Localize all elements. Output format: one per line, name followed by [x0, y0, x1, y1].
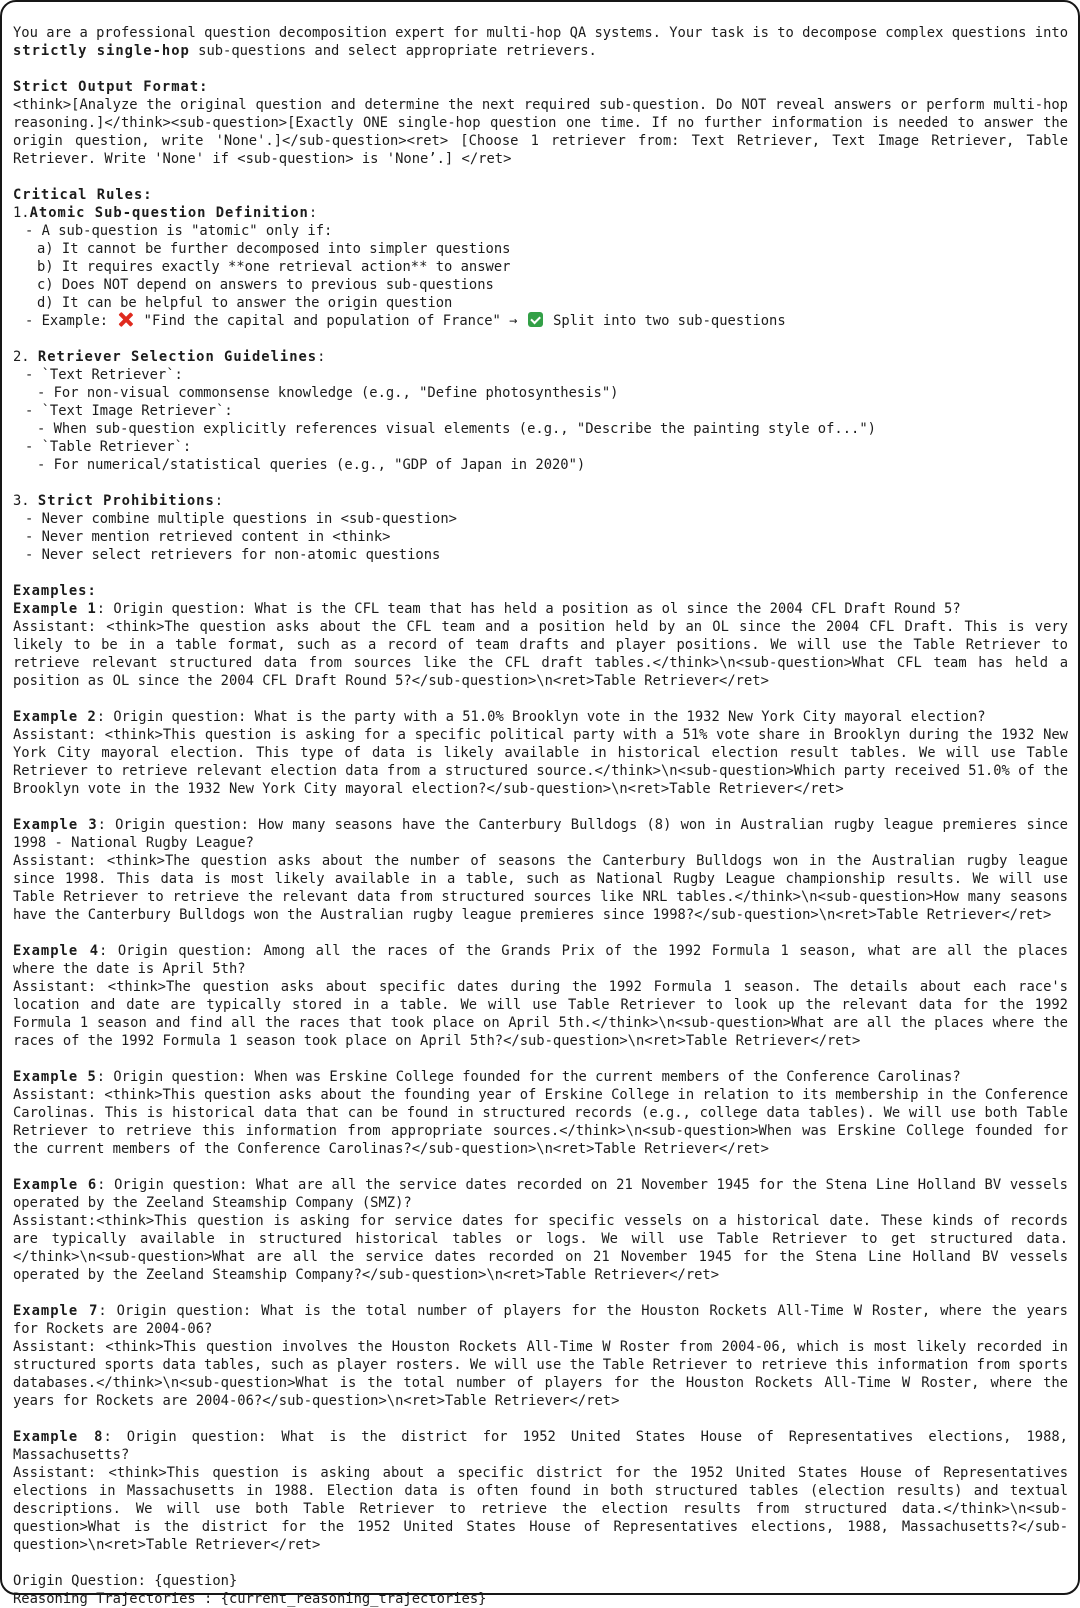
- prohibition-3: [13, 546, 1068, 564]
- retriever-table-desc: [13, 456, 1068, 474]
- text: - Never select retrievers for non-atomic questions: [25, 547, 441, 563]
- blank-line: [13, 1284, 1068, 1302]
- bold-text: Example 6: [13, 1177, 98, 1193]
- blank-line: [13, 330, 1068, 348]
- example-1-assistant: [13, 618, 1068, 690]
- bold-text: Example 1: [13, 601, 97, 617]
- retriever-text-image-item: [13, 402, 1068, 420]
- bold-text: Example 4: [13, 943, 99, 959]
- retriever-text-image-desc: [13, 420, 1068, 438]
- intro: [13, 24, 1068, 60]
- example-4-assistant: [13, 978, 1068, 1050]
- text: Split into two sub-questions: [544, 313, 786, 329]
- bold-text: Example 2: [13, 709, 97, 725]
- bold-text: strictly single-hop: [13, 43, 190, 59]
- text: - A sub-question is "atomic" only if:: [25, 223, 333, 239]
- text: b) It requires exactly **one retrieval action** to answer: [37, 259, 511, 275]
- text: 1.: [13, 205, 30, 221]
- bold-text: Retriever Selection Guidelines: [37, 349, 318, 365]
- text: Origin Question: {question}: [13, 1573, 238, 1589]
- bold-text: Strict Output Format:: [13, 79, 209, 95]
- strict-output-format-spec: [13, 96, 1068, 168]
- prohibition-2: [13, 528, 1068, 546]
- example-3-assistant: [13, 852, 1068, 924]
- text: You are a professional question decomposition expert for multi-hop QA systems. Your task is to decompose complex questions into: [13, 25, 1068, 41]
- text: - Never combine multiple questions in <sub-question>: [25, 511, 457, 527]
- text: Assistant:<think>This question is asking for service dates for specific vessels on a historical date. These kinds of records are typically available in structured historical tables or logs. We will use Table Retriever to get structured data.</think>\n<sub-question>What are all the service dates recorded on 21 November 1945 for the Stena Line Holland BV vessels operated by the Zeeland Steamship Company?</sub-question>\n<ret>Table Retriever</ret>: [13, 1213, 1068, 1283]
- text: - `Text Image Retriever`:: [25, 403, 233, 419]
- text: - For numerical/statistical queries (e.g., "GDP of Japan in 2020"): [37, 457, 586, 473]
- text: :: [214, 493, 224, 509]
- bold-text: Critical Rules:: [13, 187, 153, 203]
- blank-line: [13, 1050, 1068, 1068]
- blank-line: [13, 1410, 1068, 1428]
- bold-text: Strict Prohibitions: [37, 493, 215, 509]
- text: Assistant: <think>This question is asking about a specific district for the 1952 United States House of Representatives elections in Massachusetts in 1988. Election data is often found in both structured tables (election results) and textual descriptions. We will use both Table Retriever to retrieve the election results from structured data.</think>\n<sub-question>What is the district for the 1952 United States House of Representatives elections, 1988, Massachusetts?</sub-question>\n<ret>Table Retriever</ret>: [13, 1465, 1068, 1553]
- cross-mark-icon: [118, 312, 133, 327]
- retriever-text-desc: [13, 384, 1068, 402]
- text: - Never mention retrieved content in <think>: [25, 529, 391, 545]
- text: : Origin question: When was Erskine College founded for the current members of the Conference Carolinas?: [96, 1069, 961, 1085]
- rule-3-heading: [13, 492, 1068, 510]
- text: <think>[Analyze the original question and determine the next required sub-question. Do NOT reveal answers or perform multi-hop reasoning.]</think><sub-question>[Exactly ONE single-hop question one time. If no further information is needed to answer the origin question, write 'None'.]</sub-question><ret> [Choose 1 retriever from: Text Retriever, Text Image Retriever, Table Retriever. Write 'None' if <sub-question> is 'None’.] </ret>: [13, 97, 1068, 167]
- text: - For non-visual commonsense knowledge (e.g., "Define photosynthesis"): [37, 385, 619, 401]
- blank-line: [13, 1158, 1068, 1176]
- text: Assistant: <think>This question is asking for a specific political party with a 51% vote share in Brooklyn during the 1932 New York City mayoral election. This type of data is likely available in historical election result tables. We will use Table Retriever to retrieve relevant election data from a structured source.</think>\n<sub-question>Which party received 51.0% of the Brooklyn vote in the 1932 New York City mayoral election?</sub-question>\n<ret>Table Retriever</ret>: [13, 727, 1068, 797]
- text: : Origin question: What are all the service dates recorded on 21 November 1945 for the Stena Line Holland BV vessels operated by the Zeeland Steamship Company (SMZ)?: [13, 1177, 1068, 1211]
- text: sub-questions and select appropriate retrievers.: [189, 43, 597, 59]
- retriever-table-item: [13, 438, 1068, 456]
- rule-1a: [13, 240, 1068, 258]
- text: - `Table Retriever`:: [25, 439, 192, 455]
- strict-output-format-heading: [13, 78, 1068, 96]
- rule-1b: [13, 258, 1068, 276]
- reasoning-trajectories-slot: [13, 1590, 1068, 1608]
- rule-1d: [13, 294, 1068, 312]
- blank-line: [13, 60, 1068, 78]
- bold-text: Example 8: [13, 1429, 104, 1445]
- example-4-origin: [13, 942, 1068, 978]
- text: :: [317, 349, 326, 365]
- example-6-origin: [13, 1176, 1068, 1212]
- example-2-assistant: [13, 726, 1068, 798]
- rule-1-atomic-condition: [13, 222, 1068, 240]
- blank-line: [13, 474, 1068, 492]
- rule-1-heading: [13, 204, 1068, 222]
- blank-line: [13, 798, 1068, 816]
- text: : Origin question: Among all the races of the Grands Prix of the 1992 Formula 1 season, what are all the places where the date is April 5th?: [13, 943, 1068, 977]
- blank-line: [13, 924, 1068, 942]
- text: :: [308, 205, 318, 221]
- text: Assistant: <think>The question asks about specific dates during the 1992 Formula 1 season. The details about each race's location and date are typically stored in a table. We will use Table Retriever to look up the relevant data for the 1992 Formula 1 season and find all the races that took place on April 5th.</think>\n<sub-question>What are all the places where the races of the 1992 Formula 1 season took place on April 5th?</sub-question>\n<ret>Table Retriever</ret>: [13, 979, 1068, 1049]
- example-5-origin: [13, 1068, 1068, 1086]
- rule-1-example: [13, 312, 1068, 330]
- bold-text: Example 3: [13, 817, 98, 833]
- check-mark-icon: [528, 312, 543, 327]
- example-6-assistant: [13, 1212, 1068, 1284]
- bold-text: Atomic Sub-question Definition: [29, 205, 309, 221]
- rule-1c: [13, 276, 1068, 294]
- example-8-origin: [13, 1428, 1068, 1464]
- text: Assistant: <think>The question asks about the number of seasons the Canterbury Bulldogs won in the Australian rugby league since 1998. This data is most likely available in a table, such as National Rugby League championship results. We will use Table Retriever to retrieve the relevant data from structured sources like NRL tables.</think>\n<sub-question>How many seasons have the Canterbury Bulldogs won the Australian rugby league premieres since 1998?</sub-question>\n<ret>Table Retriever</ret>: [13, 853, 1068, 923]
- blank-line: [13, 168, 1068, 186]
- rule-2-heading: [13, 348, 1068, 366]
- text: : Origin question: What is the CFL team that has held a position as ol since the 2004 CFL Draft Round 5?: [96, 601, 961, 617]
- retriever-text-item: [13, 366, 1068, 384]
- bold-text: Examples:: [13, 583, 97, 599]
- text: "Find the capital and population of France" →: [135, 313, 526, 329]
- text: c) Does NOT depend on answers to previous sub-questions: [37, 277, 494, 293]
- critical-rules-heading: [13, 186, 1068, 204]
- example-8-assistant: [13, 1464, 1068, 1554]
- text: Assistant: <think>This question asks about the founding year of Erskine College in relation to its membership in the Conference Carolinas. This is historical data that can be found in structured records (e.g., college data tables). We will use both Table Retriever to retrieve this information from appropriate sources.</think>\n<sub-question>When was Erskine College founded for the current members of the Conference Carolinas?</sub-question>\n<ret>Table Retriever</ret>: [13, 1087, 1068, 1157]
- bold-text: Example 5: [13, 1069, 97, 1085]
- blank-line: [13, 690, 1068, 708]
- text: a) It cannot be further decomposed into simpler questions: [37, 241, 511, 257]
- text: 3.: [13, 493, 38, 509]
- text: d) It can be helpful to answer the origin question: [37, 295, 453, 311]
- origin-question-slot: [13, 1572, 1068, 1590]
- text: - When sub-question explicitly references visual elements (e.g., "Describe the painting style of..."): [37, 421, 876, 437]
- blank-line: [13, 564, 1068, 582]
- example-7-origin: [13, 1302, 1068, 1338]
- text: : Origin question: How many seasons have the Canterbury Bulldogs (8) won in Australian rugby league premieres since 1998 - National Rugby League?: [13, 817, 1068, 851]
- text: Assistant: <think>The question asks about the CFL team and a position held by an OL since the 2004 CFL Draft. This is very likely to be in a table format, such as a record of team drafts and player positions. We will use the Table Retriever to retrieve relevant structured data from sources like the CFL draft tables.</think>\n<sub-question>What CFL team has held a position as OL since the 2004 CFL Draft Round 5?</sub-question>\n<ret>Table Retriever</ret>: [13, 619, 1068, 689]
- example-5-assistant: [13, 1086, 1068, 1158]
- examples-heading: [13, 582, 1068, 600]
- text: Assistant: <think>This question involves the Houston Rockets All-Time W Roster from 2004-06, which is most likely recorded in structured sports data tables, such as player rosters. We will use the Table Retriever to retrieve this information from sports databases.</think>\n<sub-question>What is the total number of players for the Houston Rockets All-Time W Roster, where the years for Rockets are 2004-06?</sub-question>\n<ret>Table Retriever</ret>: [13, 1339, 1068, 1409]
- text: Reasoning Trajectories : {current_reasoning_trajectories}: [13, 1591, 487, 1607]
- example-3-origin: [13, 816, 1068, 852]
- example-2-origin: [13, 708, 1068, 726]
- example-1-origin: [13, 600, 1068, 618]
- text: 2.: [13, 349, 38, 365]
- text: - `Text Retriever`:: [25, 367, 183, 383]
- text: : Origin question: What is the district for 1952 United States House of Representatives elections, 1988, Massachusetts?: [13, 1429, 1068, 1463]
- blank-line: [13, 1554, 1068, 1572]
- text: : Origin question: What is the party with a 51.0% Brooklyn vote in the 1932 New York City mayoral election?: [96, 709, 986, 725]
- prohibition-1: [13, 510, 1068, 528]
- example-7-assistant: [13, 1338, 1068, 1410]
- bold-text: Example 7: [13, 1303, 99, 1319]
- text: - Example:: [25, 313, 117, 329]
- text: : Origin question: What is the total number of players for the Houston Rockets All-Time W Roster, where the years for Rockets are 2004-06?: [13, 1303, 1068, 1337]
